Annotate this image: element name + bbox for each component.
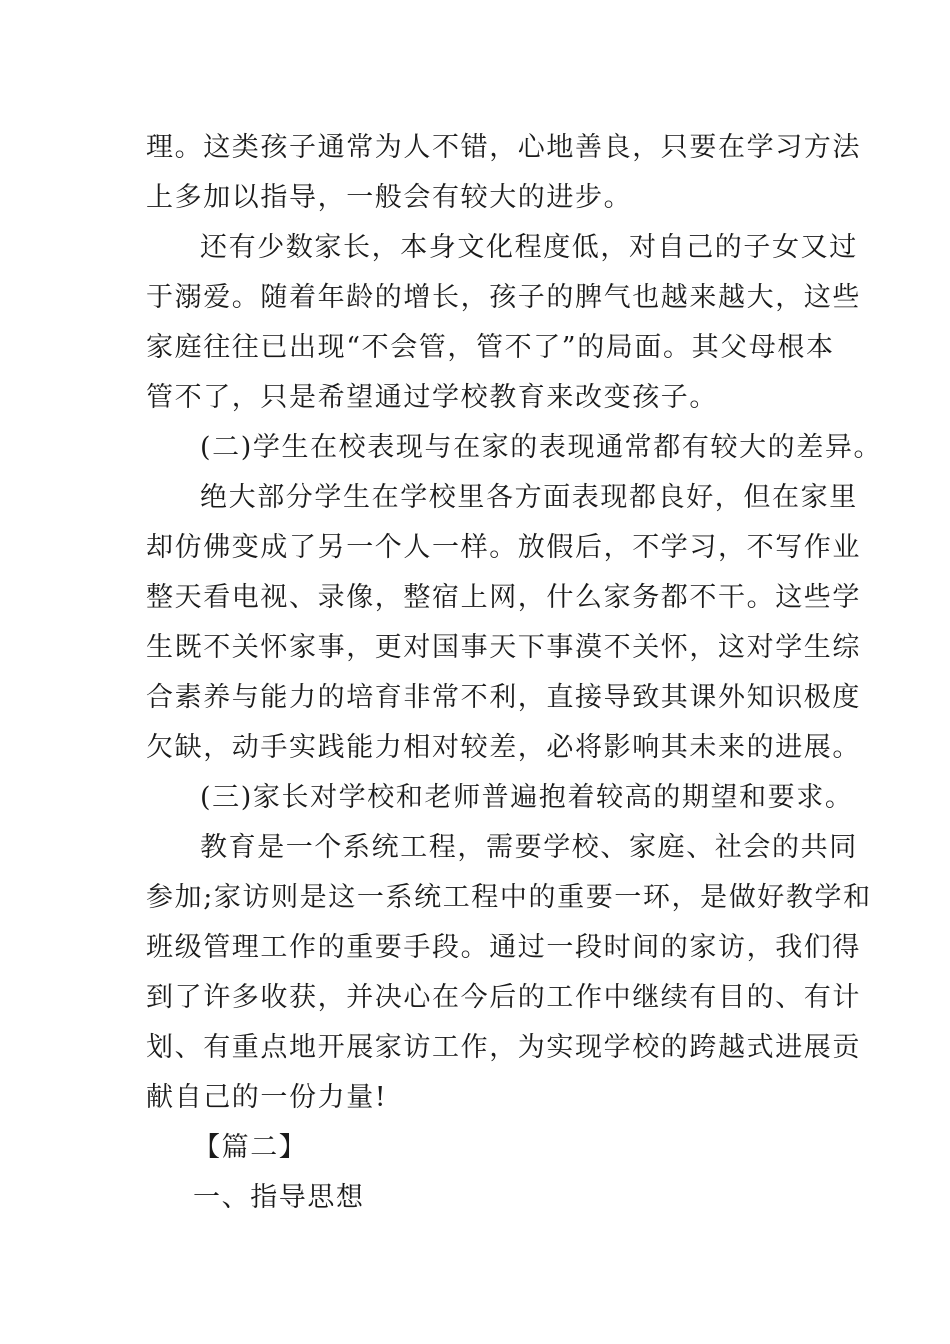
- text-line: 班级管理工作的重要手段。通过一段时间的家访，我们得: [146, 932, 861, 963]
- text-line: 于溺爱。随着年龄的增长，孩子的脾气也越来越大，这些: [146, 282, 861, 313]
- text-line: 上多加以指导，一般会有较大的进步。: [146, 182, 633, 213]
- text-line: 管不了，只是希望通过学校教育来改变孩子。: [146, 382, 718, 413]
- text-line: 参加;家访则是这一系统工程中的重要一环，是做好教学和: [146, 882, 872, 913]
- text-line: 整天看电视、录像，整宿上网，什么家务都不干。这些学: [146, 582, 861, 613]
- text-line: 献自己的一份力量!: [146, 1082, 388, 1113]
- text-line: 教育是一个系统工程，需要学校、家庭、社会的共同: [200, 832, 858, 863]
- text-line: 却仿佛变成了另一个人一样。放假后，不学习，不写作业: [146, 532, 861, 563]
- text-line: 欠缺，动手实践能力相对较差，必将影响其未来的进展。: [146, 732, 861, 763]
- part-heading: 【篇二】: [193, 1132, 308, 1163]
- text-line: 生既不关怀家事，更对国事天下事漠不关怀，这对学生综: [146, 632, 861, 663]
- text-line: 家庭往往已出现“不会管，管不了”的局面。其父母根本: [146, 332, 835, 363]
- text-line: 合素养与能力的培育非常不利，直接导致其课外知识极度: [146, 682, 861, 713]
- text-line: 还有少数家长，本身文化程度低，对自己的子女又过: [200, 232, 858, 263]
- text-line: 绝大部分学生在学校里各方面表现都良好，但在家里: [200, 482, 858, 513]
- text-line: 划、有重点地开展家访工作，为实现学校的跨越式进展贡: [146, 1032, 861, 1063]
- section-heading: (三)家长对学校和老师普遍抱着较高的期望和要求。: [200, 782, 854, 813]
- text-line: 理。这类孩子通常为人不错，心地善良，只要在学习方法: [146, 132, 861, 163]
- section-heading: (二)学生在校表现与在家的表现通常都有较大的差异。: [200, 432, 883, 463]
- section-heading: 一、指导思想: [193, 1182, 365, 1213]
- text-line: 到了许多收获，并决心在今后的工作中继续有目的、有计: [146, 982, 861, 1013]
